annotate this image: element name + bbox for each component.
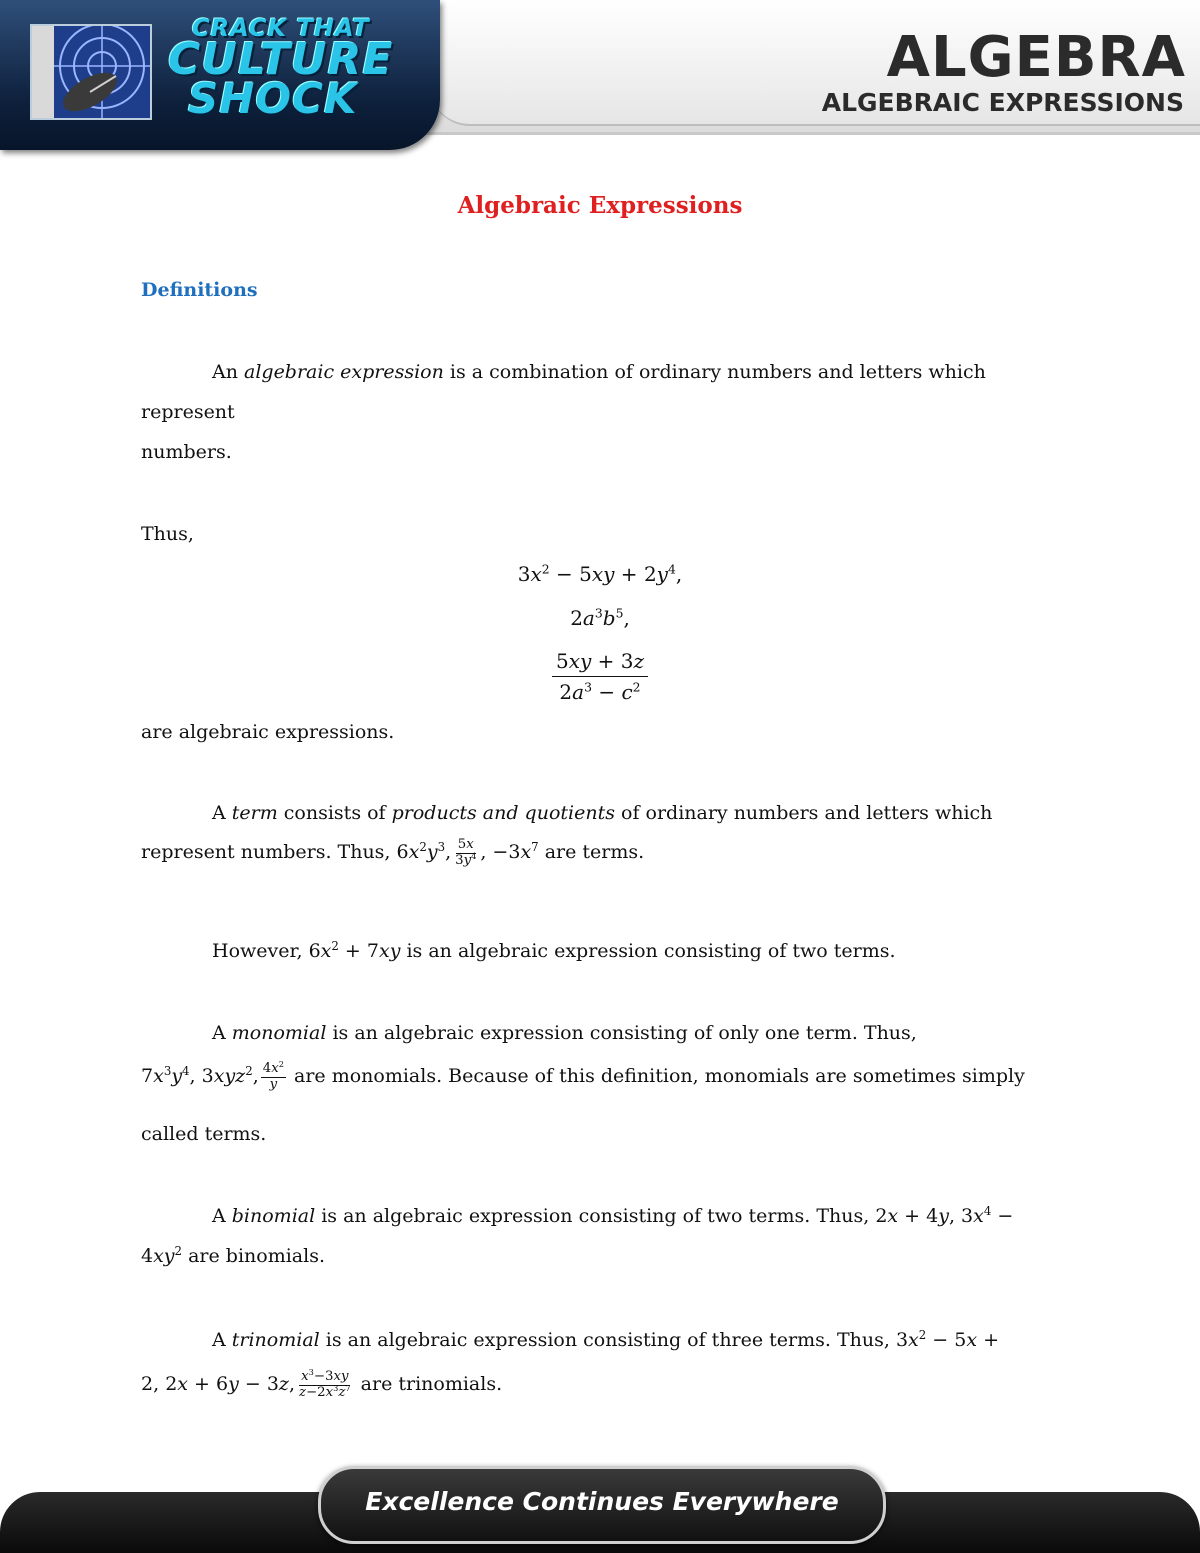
logo-wordmark (168, 14, 398, 123)
logo-line-2: CULTURE (168, 34, 394, 85)
term-algebraic-expression: algebraic expression (244, 361, 444, 383)
paragraph-term-line2: represent numbers. Thus, $6x^2y^3$, $\frac{5x}{3y^4}$ , $-3x^7$ are terms. (141, 837, 645, 868)
paragraph-monomial-line2: $7x^3y^4$, 3xyz$^2$, $\frac{4x^2}{y}$ are monomials. Because of this definition, monomials are sometimes simply (141, 1059, 1025, 1092)
footer-slogan: Excellence Continues Everywhere (365, 1487, 839, 1516)
example-expression-2: $2a^3b^5$, (570, 605, 630, 630)
paragraph-trinomial-line2: 2, 2x + 6y − 3z, $\frac{x^3-3xy}{z-2x^3z^7}$ are trinomials. (141, 1367, 503, 1400)
header-title: ALGEBRA (886, 25, 1186, 90)
paragraph-term: A term consists of products and quotients of ordinary numbers and letters which (212, 802, 993, 824)
thus-label: Thus, (141, 523, 194, 545)
paragraph-monomial-line3: called terms. (141, 1123, 267, 1145)
example-expression-1: $3x^2 - 5xy + 2y^4$, (517, 561, 683, 586)
paragraph-binomial-line2: $4xy^2$ are binomials. (141, 1243, 325, 1267)
term-trinomial: trinomial (231, 1329, 320, 1351)
term-products-quotients: products and quotients (391, 802, 615, 824)
logo-line-1: CRACK THAT (192, 14, 370, 42)
satellite-dish-logo-icon (30, 24, 152, 120)
page-title: Algebraic Expressions (457, 192, 743, 219)
term-term: term (231, 802, 278, 824)
paragraph-algebraic-expression: An algebraic expression is a combination of ordinary numbers and letters which (212, 361, 986, 383)
paragraph-binomial: A binomial is an algebraic expression consisting of two terms. Thus, 2x + 4y, $3x^4$ − (212, 1203, 1014, 1227)
paragraph-algebraic-expression-line2: represent (141, 401, 235, 423)
paragraph-trinomial: A trinomial is an algebraic expression consisting of three terms. Thus, $3x^2 - 5x$ + (212, 1327, 1000, 1351)
logo-line-3: SHOCK (188, 74, 358, 123)
paragraph-algebraic-expression-line3: numbers. (141, 441, 232, 463)
paragraph-two-terms: However, $6x^2 + 7xy$ is an algebraic expression consisting of two terms. (212, 938, 896, 962)
logo-panel (0, 0, 440, 150)
example-expression-3: $\frac{5xy + 3z}{2a^3 - c^2}$ (0, 648, 1200, 705)
paragraph-monomial: A monomial is an algebraic expression consisting of only one term. Thus, (212, 1022, 917, 1044)
term-binomial: binomial (231, 1205, 316, 1227)
header-subtitle: ALGEBRAIC EXPRESSIONS (821, 88, 1184, 117)
term-monomial: monomial (231, 1022, 327, 1044)
section-heading: Definitions (141, 279, 258, 301)
examples-tail: are algebraic expressions. (141, 721, 395, 743)
